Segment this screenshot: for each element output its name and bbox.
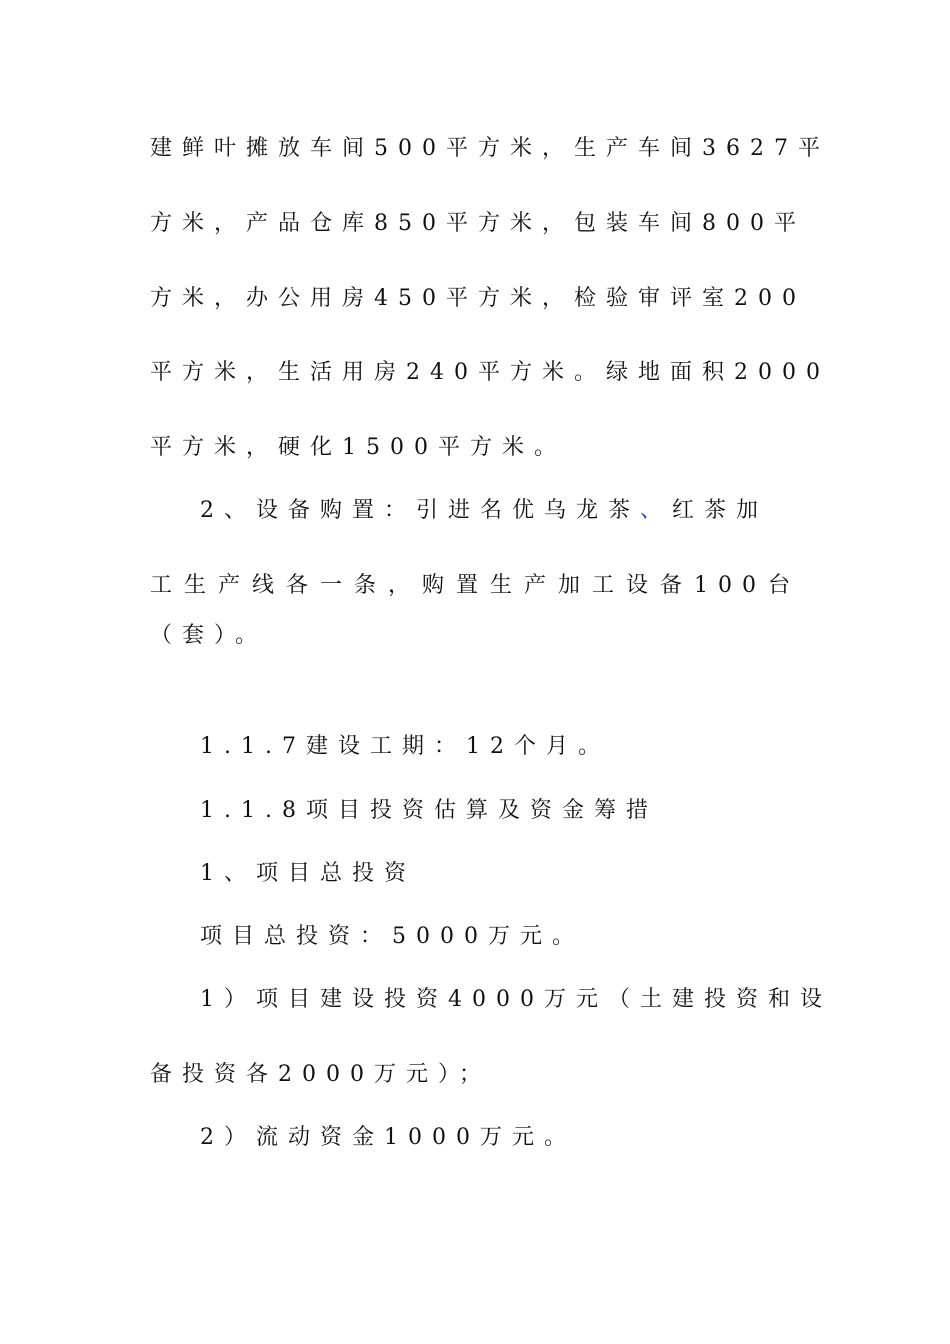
paragraph-line: 工生产线各一条，购置生产加工设备100台	[150, 573, 800, 598]
enumeration-comma: 、	[640, 498, 673, 523]
paragraph-line: 方米，产品仓库850平方米，包装车间800平	[150, 211, 806, 236]
section-heading: 1.1.8项目投资估算及资金筹措	[200, 798, 658, 823]
paragraph-line: 2）流动资金1000万元。	[200, 1125, 576, 1150]
equipment-text-a: 2、设备购置：引进名优乌龙茶	[200, 498, 640, 523]
paragraph-line: 建鲜叶摊放车间500平方米，生产车间3627平	[150, 136, 830, 161]
equipment-line	[200, 496, 800, 526]
paragraph-line: （套）。	[150, 623, 268, 648]
paragraph-line: 方米，办公用房450平方米，检验审评室200	[150, 286, 806, 311]
section-heading: 1.1.7建设工期：12个月。	[200, 734, 610, 759]
subsection-heading: 1、项目总投资	[200, 861, 416, 886]
paragraph-line: 平方米，硬化1500平方米。	[150, 435, 566, 460]
paragraph-line: 1）项目建设投资4000万元（土建投资和设	[200, 987, 832, 1012]
paragraph-line: 项目总投资：5000万元。	[200, 924, 584, 949]
paragraph-line: 平方米，生活用房240平方米。绿地面积2000	[150, 360, 830, 385]
paragraph-line: 备投资各2000万元）；	[150, 1062, 491, 1087]
equipment-text-b: 红茶加	[672, 498, 769, 523]
